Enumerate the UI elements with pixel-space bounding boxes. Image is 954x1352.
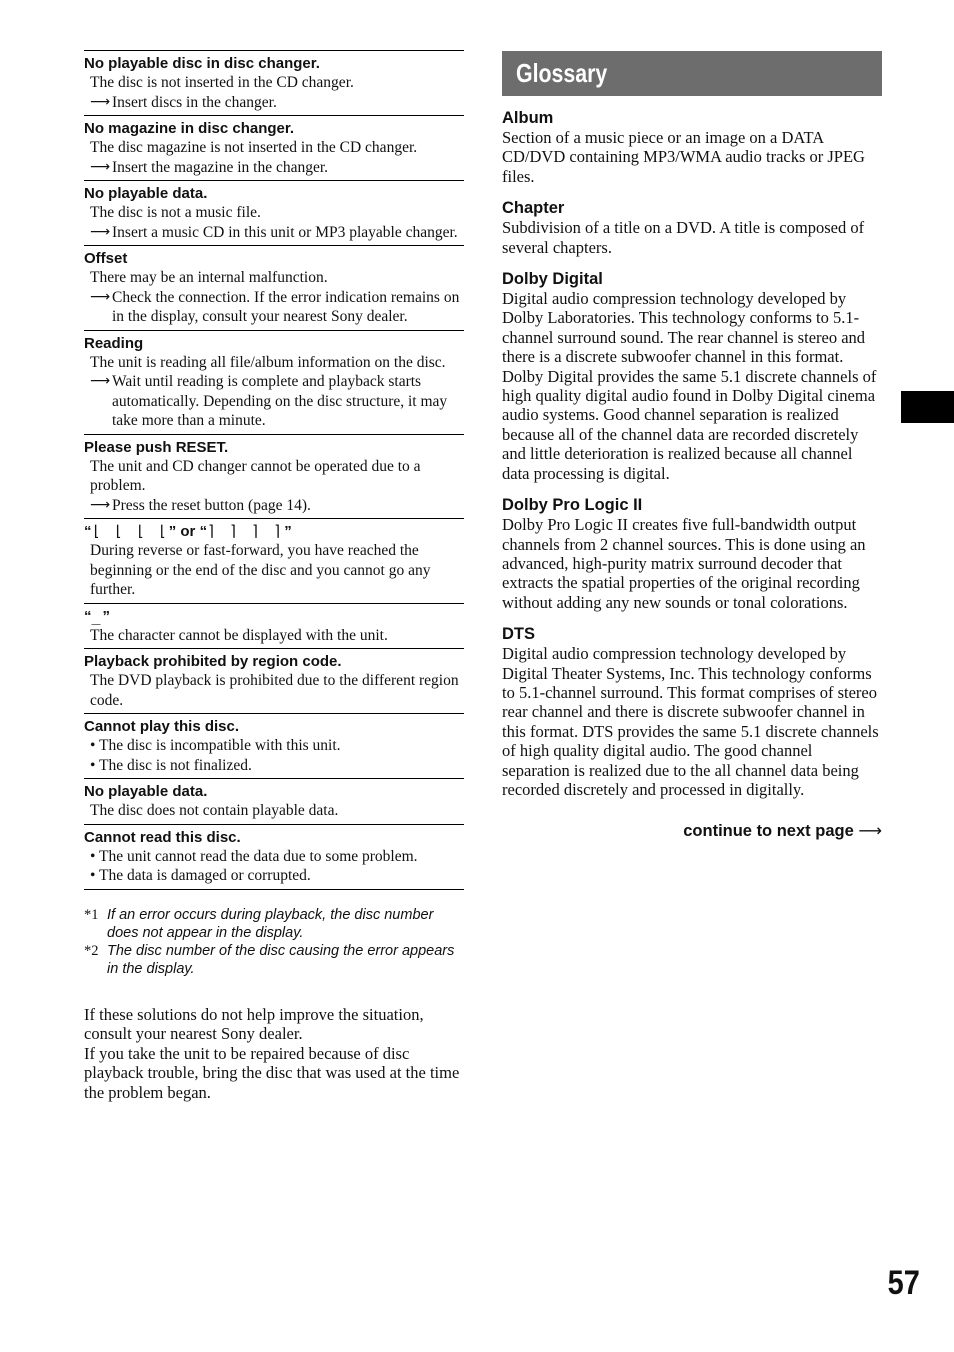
heading-fragment: “	[84, 607, 92, 625]
page-number: 57	[887, 1264, 920, 1302]
remedy-text: Insert a music CD in this unit or MP3 playable changer.	[112, 223, 458, 241]
arrow-right-icon: ⟶	[90, 93, 111, 110]
message-heading: Reading	[84, 334, 144, 352]
message-heading	[84, 607, 464, 626]
remedy-text: Insert discs in the changer.	[112, 93, 277, 111]
glossary-list	[502, 108, 882, 799]
heading-fragment: ”	[284, 523, 292, 540]
glossary-definition: Digital audio compression technology developed by Digital Theater Systems, Inc. This technology conforms to 5.1-channel surround. This format comprises of stereo rear channel and there is discrete subwoofer channel in this format. DTS provides the same 5.1 discrete channels of high quality digital audio. The good channel separation is realized due to the all channel data being recorded discretely and processed in digitally.	[502, 644, 879, 799]
remedy-line	[84, 372, 464, 431]
glossary-entry	[502, 269, 882, 483]
footnote	[84, 906, 464, 942]
continue-next-page: continue to next page ⟶	[683, 821, 882, 841]
closing-paragraphs	[84, 1005, 464, 1103]
cause-text: The unit is reading all file/album information on the disc.	[90, 353, 446, 371]
remedy-text: Press the reset button (page 14).	[112, 496, 311, 514]
troubleshooting-column	[84, 50, 464, 1102]
arrow-right-icon: ⟶	[90, 373, 111, 389]
cause-bullet: • The data is damaged or corrupted.	[90, 867, 311, 884]
message-entry	[84, 603, 464, 649]
glossary-definition: Section of a music piece or an image on a DATA CD/DVD containing MP3/WMA audio tracks or JPEG files.	[502, 128, 865, 186]
message-entry	[84, 824, 464, 890]
glossary-term: Chapter	[502, 199, 565, 218]
message-entry	[84, 115, 464, 180]
message-entry	[84, 713, 464, 778]
message-heading: Please push RESET.	[84, 438, 229, 456]
message-heading: Cannot read this disc.	[84, 828, 241, 846]
glossary-entry	[502, 624, 882, 799]
cause-text: During reverse or fast-forward, you have reached the beginning or the end of the disc and you cannot go any further.	[90, 542, 431, 598]
arrow-right-icon: ⟶	[90, 223, 111, 240]
remedy-text: Check the connection. If the error indication remains on in the display, consult your nearest Sony dealer.	[112, 288, 460, 325]
cause-bullet: • The disc is incompatible with this unit.	[90, 737, 341, 754]
cause-bullet: • The unit cannot read the data due to some problem.	[90, 847, 418, 865]
heading-fragment: ⌉ ⌉ ⌉ ⌉	[207, 522, 285, 540]
cause-text: The disc is not a music file.	[90, 204, 261, 221]
message-entry	[84, 180, 464, 245]
message-entry	[84, 434, 464, 519]
cause-text: The disc does not contain playable data.	[90, 802, 339, 819]
cause-text: The unit and CD changer cannot be operated due to a problem.	[90, 457, 421, 494]
arrow-right-icon: ⟶	[90, 496, 111, 513]
footnote	[84, 942, 464, 978]
heading-fragment: ⌊ ⌊ ⌊ ⌊	[91, 522, 169, 540]
message-heading: Offset	[84, 250, 128, 267]
cause-text: The character cannot be displayed with the unit.	[90, 626, 388, 644]
glossary-entry	[502, 198, 882, 257]
remedy-line	[84, 288, 464, 327]
glossary-term: DTS	[502, 625, 535, 644]
cause-text: There may be an internal malfunction.	[90, 269, 328, 286]
glossary-entry	[502, 495, 882, 612]
footnote-text: The disc number of the disc causing the error appears in the display.	[107, 942, 455, 977]
heading-fragment: “	[199, 523, 208, 540]
glossary-column	[502, 51, 882, 841]
footnote-mark: *1	[84, 906, 99, 923]
glossary-definition: Subdivision of a title on a DVD. A title is composed of several chapters.	[502, 218, 865, 257]
section-tab-marker	[901, 391, 954, 423]
glossary-entry	[502, 108, 882, 186]
remedy-text: Insert the magazine in the changer.	[112, 158, 329, 176]
footnote-mark: *2	[84, 942, 99, 959]
heading-fragment: ”	[102, 607, 111, 625]
remedy-line	[84, 93, 464, 113]
glossary-definition: Digital audio compression technology developed by Dolby Laboratories. This technology conforms to 5.1-channel surround sound. The rear channel is stereo and there is a discrete subwoofer channel in this format. Dolby Digital provides the same 5.1 discrete channels of high quality digital audio found in Dolby Digital cinema audio systems. Good channel separation is realized because all of the channel data are recorded discretely and little deterioration is realized because all channel data processing is digital.	[502, 289, 877, 483]
heading-fragment: or	[176, 523, 200, 540]
message-heading: No playable disc in disc changer.	[84, 55, 320, 72]
glossary-title: Glossary	[516, 58, 608, 88]
heading-fragment: “	[84, 523, 92, 540]
arrow-right-icon: ⟶	[90, 288, 111, 305]
message-heading: No playable data.	[84, 185, 208, 202]
glossary-term: Album	[502, 109, 554, 127]
message-heading: No playable data.	[84, 783, 208, 800]
closing-paragraph: If these solutions do not help improve the situation, consult your nearest Sony dealer.	[84, 1004, 424, 1043]
arrow-right-icon: ⟶	[858, 821, 882, 841]
cause-text: The disc magazine is not inserted in the CD changer.	[90, 139, 418, 156]
remedy-line	[84, 158, 464, 178]
message-heading	[84, 522, 464, 541]
message-entry	[84, 648, 464, 713]
remedy-line	[84, 496, 464, 516]
remedy-text: Wait until reading is complete and playback starts automatically. Depending on the disc structure, it may take more than a minute.	[112, 373, 448, 429]
heading-fragment: _	[91, 606, 103, 625]
message-entry	[84, 50, 464, 115]
footnote-text: If an error occurs during playback, the disc number does not appear in the display.	[107, 906, 434, 941]
cause-bullet: • The disc is not finalized.	[90, 756, 252, 774]
glossary-definition: Dolby Pro Logic II creates five full-bandwidth output channels from 2 channel sources. This is done using an advanced, high-purity matrix surround decoder that extracts the spatial properties of the original recording without adding any new sounds or tonal colorations.	[502, 515, 866, 612]
cause-text: The disc is not inserted in the CD changer.	[90, 74, 354, 91]
message-entry	[84, 330, 464, 434]
message-entry	[84, 245, 464, 330]
message-entry	[84, 518, 464, 603]
cause-text: The DVD playback is prohibited due to the different region code.	[90, 672, 459, 709]
closing-paragraph: If you take the unit to be repaired because of disc playback trouble, bring the disc that was used at the time the problem began.	[84, 1043, 460, 1102]
message-heading: No magazine in disc changer.	[84, 120, 295, 137]
glossary-term: Dolby Pro Logic II	[502, 496, 643, 515]
glossary-term: Dolby Digital	[502, 270, 603, 289]
glossary-banner	[502, 51, 882, 96]
footnotes	[84, 906, 464, 978]
message-heading: Playback prohibited by region code.	[84, 653, 342, 670]
heading-fragment: ”	[168, 523, 177, 540]
message-entry	[84, 778, 464, 824]
remedy-line	[84, 223, 464, 243]
message-heading: Cannot play this disc.	[84, 718, 240, 735]
arrow-right-icon: ⟶	[90, 158, 111, 175]
